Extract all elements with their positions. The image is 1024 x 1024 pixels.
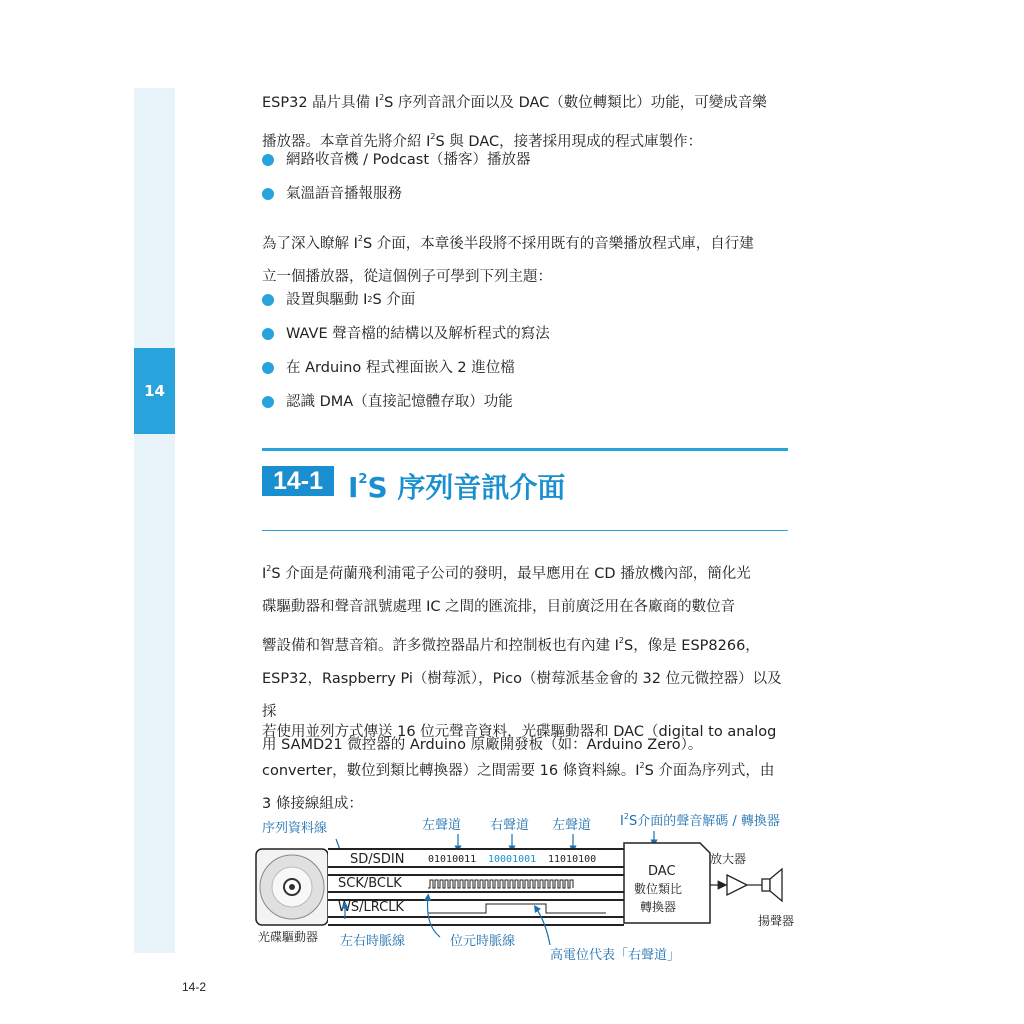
bits-left-2: 11010100 [548, 854, 597, 865]
i2s-diagram [250, 805, 810, 965]
text: S 介面是荷蘭飛利浦電子公司的發明，最早應用在 CD 播放機內部，簡化光 [271, 566, 751, 582]
section-number: 14-1 [262, 466, 334, 496]
list-item-text: 氣溫語音播報服務 [286, 186, 402, 202]
list-item [262, 177, 531, 211]
annotation-high-right: 高電位代表「右聲道」 [550, 948, 681, 963]
list-item-text: WAVE 聲音檔的結構以及解析程式的寫法 [286, 326, 550, 342]
line-sck-label: SCK/BCLK [338, 876, 402, 891]
dac-line2: 數位類比 [634, 882, 683, 896]
amplifier-label: 放大器 [710, 852, 747, 866]
list-item-text: 認識 DMA（直接記憶體存取）功能 [286, 394, 513, 410]
superscript: 2 [623, 812, 629, 821]
chapter-tab: 14 [134, 348, 175, 434]
superscript: 2 [358, 472, 368, 487]
text: 立一個播放器，從這個例子可學到下列主題： [262, 269, 552, 285]
text: 為了深入瞭解 I [262, 236, 358, 252]
text: I [262, 566, 267, 582]
annotation-dac-label [620, 812, 780, 829]
list-item [262, 317, 550, 351]
text: S 介面，本章後半段將不採用既有的音樂播放程式庫，自行建 [362, 236, 754, 252]
text: S介面的聲音解碼 / 轉換器 [628, 814, 780, 829]
bullet-icon [262, 328, 274, 340]
annotation-serial-data: 序列資料線 [262, 821, 328, 836]
superscript: 2 [430, 132, 436, 141]
speaker-icon [770, 869, 782, 901]
bullet-icon [262, 188, 274, 200]
text: ESP32 晶片具備 I [262, 95, 380, 111]
text: 響設備和智慧音箱。許多微控器晶片和控制板也有內建 I [262, 638, 619, 654]
text: 用 SAMD21 微控器的 Arduino 原廠開發板（如：Arduino Zero）。 [262, 737, 703, 753]
bits-left: 01010011 [428, 854, 477, 865]
topics-list [262, 283, 550, 419]
text: 碟驅動器和聲音訊號處理 IC 之間的匯流排，目前廣泛用在各廠商的數位音 [262, 599, 736, 615]
annotation-left-channel-2: 左聲道 [552, 818, 592, 833]
bits-right: 10001001 [488, 854, 537, 865]
annotation-right-channel: 右聲道 [490, 818, 530, 833]
text: ESP32，Raspberry Pi（樹莓派），Pico（樹莓派基金會的 32 位元微控器）以及採 [262, 671, 782, 720]
text: 3 條接線組成： [262, 796, 363, 812]
superscript: 2 [639, 761, 645, 770]
section-title [348, 462, 565, 506]
line-ws-label: WS/LRCLK [338, 900, 404, 915]
text: I [348, 471, 359, 504]
bullet-icon [262, 294, 274, 306]
dac-line3: 轉換器 [640, 900, 677, 914]
section-rule-bottom [262, 530, 788, 531]
list-item [262, 283, 550, 317]
text: S 介面為序列式，由 [644, 763, 775, 779]
speaker-magnet [762, 879, 770, 891]
superscript: 2 [357, 234, 363, 243]
text: 播放器。本章首先將介紹 I [262, 134, 431, 150]
text: 設置與驅動 I [286, 292, 368, 308]
speaker-label: 揚聲器 [758, 914, 795, 928]
text: S 序列音訊介面 [367, 471, 566, 504]
superscript: 2 [379, 93, 385, 102]
cd-disc-hole [289, 884, 295, 890]
bullet-icon [262, 362, 274, 374]
bullet-icon [262, 154, 274, 166]
section-rule-top [262, 448, 788, 451]
text: S 序列音訊介面以及 DAC（數位轉類比）功能，可變成音樂 [384, 95, 767, 111]
page-number: 14-2 [182, 980, 207, 994]
annotation-lr-clock: 左右時脈線 [340, 934, 406, 949]
cd-drive-label: 光碟驅動器 [258, 930, 319, 944]
superscript: 2 [367, 295, 373, 304]
dac-title: DAC [648, 864, 676, 879]
list-item [262, 143, 531, 177]
list-item-text: 在 Arduino 程式裡面嵌入 2 進位檔 [286, 360, 515, 376]
annotation-left-channel: 左聲道 [422, 818, 462, 833]
line-sd-label: SD/SDIN [350, 852, 405, 867]
feature-list [262, 143, 531, 211]
chapter-sidebar [134, 88, 175, 953]
list-item-text: 網路收音機 / Podcast（播客）播放器 [286, 152, 531, 168]
superscript: 2 [618, 636, 624, 645]
amplifier-icon [727, 875, 747, 895]
bullet-icon [262, 396, 274, 408]
superscript: 2 [266, 564, 272, 573]
text: S，像是 ESP8266， [623, 638, 760, 654]
text: S 介面 [372, 292, 416, 308]
text: I [620, 814, 624, 829]
text: converter，數位到類比轉換器）之間需要 16 條資料線。I [262, 763, 640, 779]
list-item [262, 385, 550, 419]
text: S 與 DAC，接著採用現成的程式庫製作： [435, 134, 703, 150]
annotation-bit-clock: 位元時脈線 [450, 934, 516, 949]
list-item [262, 351, 550, 385]
text: 若使用並列方式傳送 16 位元聲音資料，光碟驅動器和 DAC（digital to analog [262, 724, 777, 740]
